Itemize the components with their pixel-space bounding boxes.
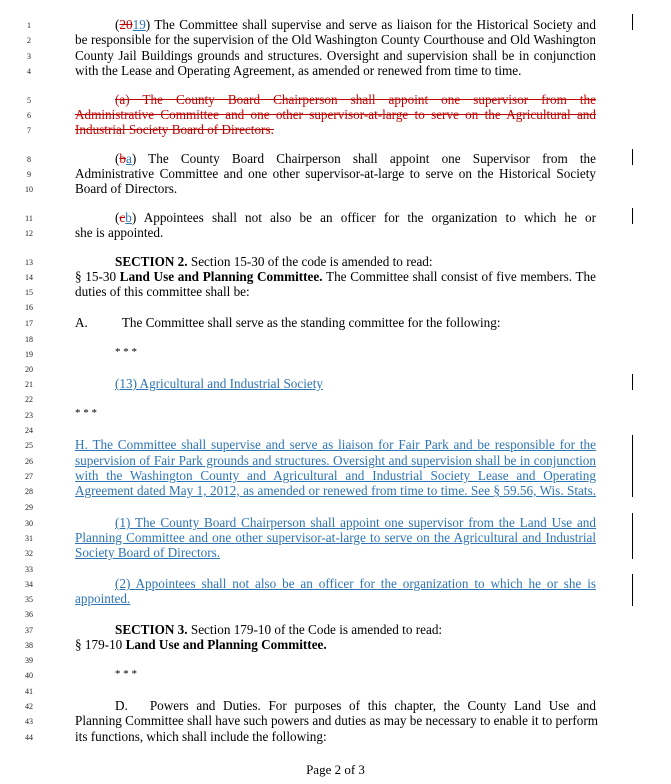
- deleted-line-6: Administrative Committee and one other supervisor-at-large to serve on the Agricultural and: [75, 107, 596, 122]
- inserted-text: 19: [132, 17, 146, 32]
- change-bar: [632, 435, 633, 497]
- section-3-title-line: [75, 637, 596, 652]
- inserted-line-26: supervision of Fair Park grounds and structures. Oversight and supervision shall be in conjunction: [75, 453, 596, 468]
- item-d: [75, 698, 596, 713]
- line-number: 38: [25, 641, 33, 650]
- line-number: 32: [25, 549, 33, 558]
- line-number: 30: [25, 519, 33, 528]
- line-number: 23: [25, 411, 33, 420]
- inserted-line-34: (2) Appointees shall not also be an officer for the organization to which he or she is: [115, 576, 596, 591]
- inserted-line-31: Planning Committee and one other supervisor-at-large to serve on the Agricultural and Industrial: [75, 530, 596, 545]
- text-line-12: she is appointed.: [75, 225, 164, 240]
- line-number: 43: [25, 717, 33, 726]
- text-line-15: duties of this committee shall be:: [75, 284, 250, 299]
- page-footer: Page 2 of 3: [306, 762, 365, 777]
- section-2-heading: [75, 254, 596, 269]
- text-line-44: its functions, which shall include the following:: [75, 729, 327, 744]
- line-number: 24: [25, 426, 33, 435]
- inserted-line-27: with the Washington County and Agricultural and Industrial Society Lease and Operating: [75, 468, 596, 483]
- inserted-line-30: (1) The County Board Chairperson shall appoint one supervisor from the Land Use and: [115, 515, 596, 530]
- omission-stars: * * *: [115, 346, 137, 358]
- paren-open: (: [115, 151, 120, 166]
- line-number: 9: [27, 170, 31, 179]
- inserted-line-32: Society Board of Directors.: [75, 545, 221, 560]
- change-bar: [632, 149, 633, 165]
- section-2-title-line: [75, 269, 596, 284]
- line-number: 19: [25, 350, 33, 359]
- section-title: Land Use and Planning Committee.: [125, 637, 327, 652]
- change-bar: [632, 14, 633, 30]
- line-number: 34: [25, 580, 33, 589]
- section-symbol: § 179-10: [75, 637, 126, 652]
- item-text: The Committee shall serve as the standing committee for the following:: [121, 315, 501, 330]
- line-number: 12: [25, 229, 33, 238]
- item-letter: A.: [75, 315, 88, 330]
- line-number: 10: [25, 185, 33, 194]
- deleted-line-7: Industrial Society Board of Directors.: [75, 122, 274, 137]
- line-number: 42: [25, 702, 33, 711]
- line-number: 20: [25, 365, 33, 374]
- paren-open: (: [115, 210, 120, 225]
- line-number: 36: [25, 610, 33, 619]
- line-number: 33: [25, 565, 33, 574]
- inserted-text: b: [125, 210, 132, 225]
- change-bar: [632, 574, 633, 606]
- section-3-heading: [75, 622, 596, 637]
- line-number: 37: [25, 626, 33, 635]
- line-number: 5: [27, 96, 31, 105]
- omission-stars: * * *: [115, 668, 137, 680]
- text-fragment: The Committee shall consist of five members. The: [322, 269, 596, 284]
- line-number: 7: [27, 126, 31, 135]
- paren-open: (: [115, 17, 120, 32]
- change-bar: [632, 513, 633, 559]
- text-line-43: Planning Committee shall have such powers and duties as may be necessary to enable it to perform: [75, 713, 598, 728]
- text-line-4: with the Lease and Operating Agreement, as amended or renewed from time to time.: [75, 63, 522, 78]
- inserted-text: a: [126, 151, 132, 166]
- text-line-8: [75, 151, 596, 166]
- line-number: 14: [25, 273, 33, 282]
- change-bar: [632, 374, 633, 390]
- item-a: [75, 315, 596, 330]
- text-line-10: Board of Directors.: [75, 181, 178, 196]
- line-number: 21: [25, 380, 33, 389]
- line-number: 31: [25, 534, 33, 543]
- line-number: 29: [25, 503, 33, 512]
- deleted-text: b: [119, 151, 126, 166]
- deleted-text: 20: [119, 17, 133, 32]
- line-number: 2: [27, 36, 31, 45]
- line-number: 17: [25, 319, 33, 328]
- inserted-line-35: appointed.: [75, 591, 131, 606]
- text-fragment: Section 179-10 of the Code is amended to read:: [187, 622, 443, 637]
- text-line-9: Administrative Committee and one other supervisor-at-large to serve on the Historical Society: [75, 166, 596, 181]
- line-number: 40: [25, 671, 33, 680]
- item-letter: D.: [115, 698, 128, 713]
- section-symbol: § 15-30: [75, 269, 120, 284]
- line-number: 26: [25, 457, 33, 466]
- text-line-1: [75, 17, 596, 32]
- line-number: 8: [27, 155, 31, 164]
- inserted-item-13: (13) Agricultural and Industrial Society: [115, 376, 324, 391]
- inserted-line-28: Agreement dated May 1, 2012, as amended or renewed from time to time. See § 59.56, Wis. Stats.: [75, 483, 596, 498]
- line-number: 27: [25, 472, 33, 481]
- line-number: 16: [25, 303, 33, 312]
- line-number: 35: [25, 595, 33, 604]
- change-bar: [632, 208, 633, 224]
- text-line-3: County Jail Buildings grounds and structures. Oversight and supervision shall be in conjunction: [75, 48, 596, 63]
- line-number: 1: [27, 21, 31, 30]
- inserted-line-25: H. The Committee shall supervise and serve as liaison for Fair Park and be responsible for the: [75, 437, 596, 452]
- text-fragment: ) The Committee shall supervise and serve as liaison for the Historical Society and: [145, 17, 596, 32]
- text-fragment: ) The County Board Chairperson shall appoint one Supervisor from the: [131, 151, 596, 166]
- line-number: 44: [25, 733, 33, 742]
- deleted-text: c: [119, 210, 126, 225]
- text-fragment: ) Appointees shall not also be an officer for the organization to which he or: [131, 210, 596, 225]
- line-number: 39: [25, 656, 33, 665]
- line-number: 15: [25, 288, 33, 297]
- line-number: 13: [25, 258, 33, 267]
- line-number: 41: [25, 687, 33, 696]
- text-fragment: Section 15-30 of the code is amended to read:: [187, 254, 433, 269]
- line-number: 22: [25, 395, 33, 404]
- section-label: SECTION 2.: [115, 254, 188, 269]
- deleted-line-5: (a) The County Board Chairperson shall appoint one supervisor from the: [115, 92, 596, 107]
- text-line-2: be responsible for the supervision of the Old Washington County Courthouse and Old Washington: [75, 32, 596, 47]
- line-number: 4: [27, 67, 31, 76]
- omission-stars: * * *: [75, 407, 97, 419]
- line-number: 25: [25, 441, 33, 450]
- line-number: 3: [27, 52, 31, 61]
- line-number: 18: [25, 335, 33, 344]
- line-number: 28: [25, 487, 33, 496]
- text-line-11: [75, 210, 596, 225]
- section-title: Land Use and Planning Committee.: [119, 269, 323, 284]
- section-label: SECTION 3.: [115, 622, 188, 637]
- line-number: 6: [27, 111, 31, 120]
- line-number: 11: [25, 214, 33, 223]
- item-text: Powers and Duties. For purposes of this chapter, the County Land Use and: [149, 698, 596, 713]
